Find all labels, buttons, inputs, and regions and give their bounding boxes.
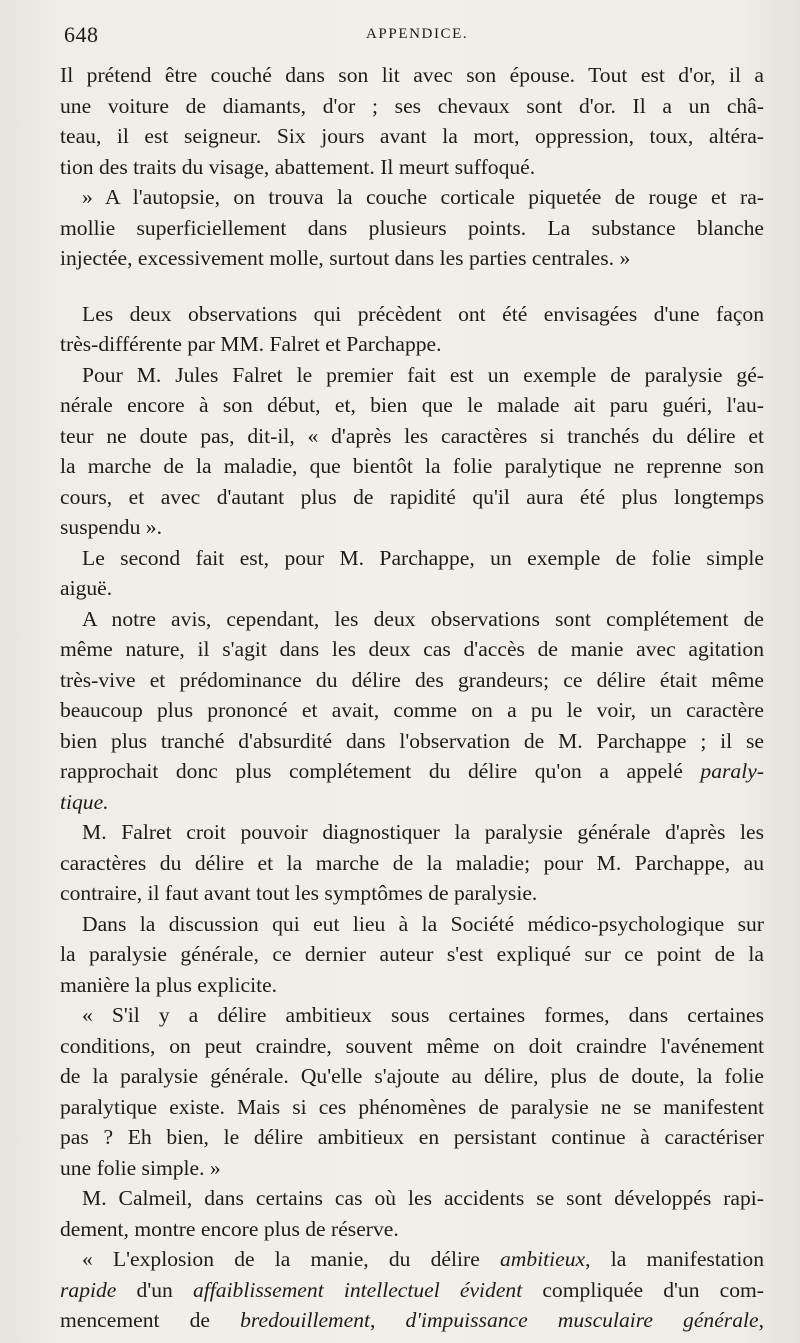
text-line [60,1031,764,1062]
text-line [60,299,764,330]
text-run: mencement de [60,1308,241,1332]
text-run: « L'explosion de la manie, du délire [82,1247,500,1271]
text-line [60,756,764,787]
text-line [60,1183,764,1214]
text-run: » A l'autopsie, on trouva la couche corticale piquetée de rouge et ra- [82,185,764,209]
text-line [60,482,764,513]
text-line [60,451,764,482]
text-run: dement, montre encore plus de réserve. [60,1216,399,1241]
text-run: même nature, il s'agit dans les deux cas d'accès de manie avec agitation [60,637,764,661]
text-run: compliquée d'un com- [522,1277,764,1302]
text-run: très-vive et prédominance du délire des grandeurs; ce délire était même [60,667,764,692]
text-run: beaucoup plus prononcé et avait, comme on a pu le voir, un caractère [60,698,764,722]
text-line [60,121,764,152]
text-run: Le second fait est, pour M. Parchappe, un exemple de folie simple [82,545,764,570]
text-run: tion des traits du visage, abattement. Il meurt suffoqué. [60,154,536,179]
text-line [60,665,764,696]
text-line [60,817,764,848]
text-line [60,543,764,574]
text-line [60,1305,764,1336]
text-run: teau, il est seigneur. Six jours avant la mort, oppression, toux, altéra- [60,124,764,148]
text-line [60,909,764,940]
text-line [60,878,764,909]
text-line [60,1000,764,1031]
text-line [60,243,764,274]
text-line [60,695,764,726]
text-run: A notre avis, cependant, les deux observations sont complétement de [82,606,764,631]
text-run: , la manifestation [585,1247,764,1271]
italic-text: bredouillement [240,1308,371,1332]
text-line [60,152,764,183]
text-run: très-différente par MM. Falret et Parchappe. [60,332,442,356]
text-line [60,1092,764,1123]
italic-text: tique. [60,789,109,814]
text-line [60,421,764,452]
text-run: M. Falret croit pouvoir diagnostiquer la paralysie générale d'après les [82,820,764,844]
text-run: teur ne doute pas, dit-il, « d'après les caractères si tranchés du délire et [60,423,764,448]
italic-text: ambitieux [499,1247,586,1271]
text-run: M. Calmeil, dans certains cas où les accidents se sont développés rapi- [82,1186,764,1210]
text-line [60,213,764,244]
text-run: cours, et avec d'autant plus de rapidité qu'il aura été plus longtemps [60,484,764,509]
italic-text: d'impuissance musculaire générale [405,1308,759,1332]
text-run: « S'il y a délire ambitieux sous certaines formes, dans certaines [82,1003,764,1027]
text-run: , [758,1308,764,1332]
text-run: la marche de la maladie, que bientôt la folie paralytique ne reprenne son [60,454,764,478]
text-line [60,329,764,360]
italic-text: affaiblissement intellectuel évident [192,1277,523,1302]
text-line [60,1153,764,1184]
text-run: Les deux observations qui précèdent ont été envisagées d'une façon [82,301,764,326]
text-run: mollie superficiellement dans plusieurs points. La substance blanche [60,215,764,240]
text-run: une folie simple. » [60,1155,221,1180]
text-run: paralytique existe. Mais si ces phénomènes de paralysie ne se manifestent [60,1094,764,1119]
page-number: 648 [64,22,99,47]
text-line [60,787,764,818]
text-line [60,1122,764,1153]
text-line [60,848,764,879]
text-line [60,1275,764,1306]
text-run: bien plus tranché d'absurdité dans l'observation de M. Parchappe ; il se [60,728,764,753]
italic-text: paraly- [700,759,764,783]
text-run: une voiture de diamants, d'or ; ses chevaux sont d'or. Il a un châ- [60,93,764,118]
text-run: la paralysie générale, ce dernier auteur s'est expliqué sur ce point de la [60,942,764,966]
text-run: injectée, excessivement molle, surtout dans les parties centrales. » [60,246,631,270]
text-run: Dans la discussion qui eut lieu à la Société médico-psychologique sur [82,911,764,936]
text-line [60,60,764,91]
text-run: manière la plus explicite. [60,972,278,997]
text-run: conditions, on peut craindre, souvent même on doit craindre l'avénement [60,1033,764,1058]
text-line [60,512,764,543]
text-line [60,726,764,757]
text-line [60,939,764,970]
text-run: contraire, il faut avant tout les symptômes de paralysie. [60,881,538,905]
text-run: rapprochait donc plus complétement du délire qu'on a appelé [60,759,701,783]
text-line [60,1244,764,1275]
page-header [64,22,764,52]
text-line [60,91,764,122]
text-run: pas ? Eh bien, le délire ambitieux en persistant continue à caractériser [60,1125,764,1149]
text-run: Il prétend être couché dans son lit avec son épouse. Tout est d'or, il a [60,63,764,87]
text-run: caractères du délire et la marche de la maladie; pour M. Parchappe, au [60,850,764,875]
text-line [60,390,764,421]
text-run: Pour M. Jules Falret le premier fait est un exemple de paralysie gé- [82,362,764,387]
text-run: nérale encore à son début, et, bien que le malade ait paru guéri, l'au- [60,393,764,417]
text-run: de la paralysie générale. Qu'elle s'ajoute au délire, plus de doute, la folie [60,1064,764,1088]
text-run: , [370,1308,406,1332]
text-run: suspendu ». [60,515,162,539]
text-line [60,360,764,391]
text-line [60,604,764,635]
text-line [60,1214,764,1245]
text-run: aiguë. [60,576,113,600]
text-line [60,1061,764,1092]
paragraph-gap [60,274,764,299]
running-head: APPENDICE. [366,26,469,42]
text-run: d'un [116,1277,193,1302]
body-text [60,60,764,1336]
italic-text: rapide [60,1277,117,1302]
text-line [60,573,764,604]
text-line [60,634,764,665]
text-line [60,970,764,1001]
text-line [60,182,764,213]
